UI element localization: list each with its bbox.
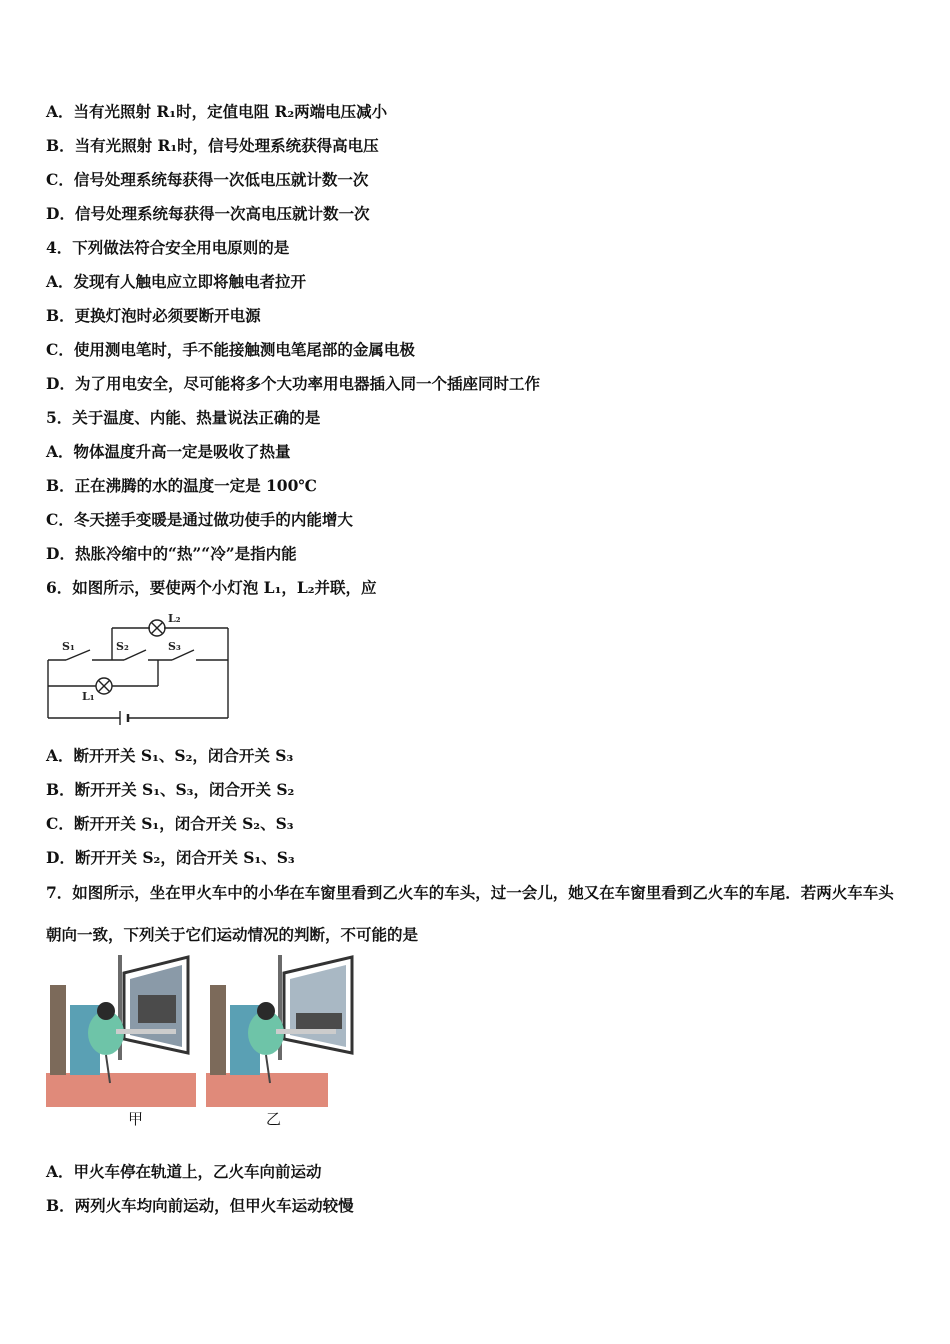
q6-option-a: A．断开开关 S₁、S₂，闭合开关 S₃: [46, 746, 294, 765]
q5-stem: 5．关于温度、内能、热量说法正确的是: [46, 408, 321, 427]
q5-option-d: D．热胀冷缩中的“热”“冷”是指内能: [46, 544, 297, 563]
q4-stem: 4．下列做法符合安全用电原则的是: [46, 238, 290, 257]
q4-option-c: C．使用测电笔时，手不能接触测电笔尾部的金属电极: [46, 340, 415, 359]
q3-option-d: D．信号处理系统每获得一次高电压就计数一次: [46, 204, 370, 223]
q5-option-c: C．冬天搓手变暖是通过做功使手的内能增大: [46, 510, 353, 529]
panel-yi: [206, 955, 356, 1107]
q3-option-a: A．当有光照射 R₁时，定值电阻 R₂两端电压减小: [46, 102, 388, 121]
q5-option-a: A．物体温度升高一定是吸收了热量: [46, 442, 291, 461]
q7-option-a: A．甲火车停在轨道上，乙火车向前运动: [46, 1162, 322, 1181]
q6-option-c: C．断开开关 S₁，闭合开关 S₂、S₃: [46, 814, 294, 833]
label-l1: L₁: [82, 690, 95, 703]
circuit-diagram: [40, 610, 240, 725]
label-s2: S₂: [116, 640, 129, 653]
label-s1: S₁: [62, 640, 75, 653]
caption-jia: 甲: [128, 1110, 144, 1128]
q6-option-b: B．断开开关 S₁、S₃，闭合开关 S₂: [46, 780, 295, 799]
q3-option-c: C．信号处理系统每获得一次低电压就计数一次: [46, 170, 369, 189]
q7-stem: 7．如图所示，坐在甲火车中的小华在车窗里看到乙火车的车头，过一会儿，她又在车窗里看到乙火车的车尾．若两火车车头朝向一致，下列关于它们运动情况的判断，不可能的是: [46, 883, 894, 944]
q4-option-a: A．发现有人触电应立即将触电者拉开: [46, 272, 307, 291]
q4-option-d: D．为了用电安全，尽可能将多个大功率用电器插入同一个插座同时工作: [46, 374, 540, 393]
caption-yi: 乙: [266, 1110, 282, 1128]
panel-jia: [46, 955, 196, 1107]
q6-stem: 6．如图所示，要使两个小灯泡 L₁，L₂并联，应: [46, 578, 377, 597]
q6-option-d: D．断开开关 S₂，闭合开关 S₁、S₃: [46, 848, 295, 867]
q7-option-b: B．两列火车均向前运动，但甲火车运动较慢: [46, 1196, 354, 1215]
label-l2: L₂: [168, 612, 181, 625]
q4-option-b: B．更换灯泡时必须要断开电源: [46, 306, 261, 325]
q5-option-b: B．正在沸腾的水的温度一定是 100℃: [46, 476, 317, 495]
label-s3: S₃: [168, 640, 181, 653]
train-window-figure: [46, 955, 356, 1107]
q3-option-b: B．当有光照射 R₁时，信号处理系统获得高电压: [46, 136, 379, 155]
